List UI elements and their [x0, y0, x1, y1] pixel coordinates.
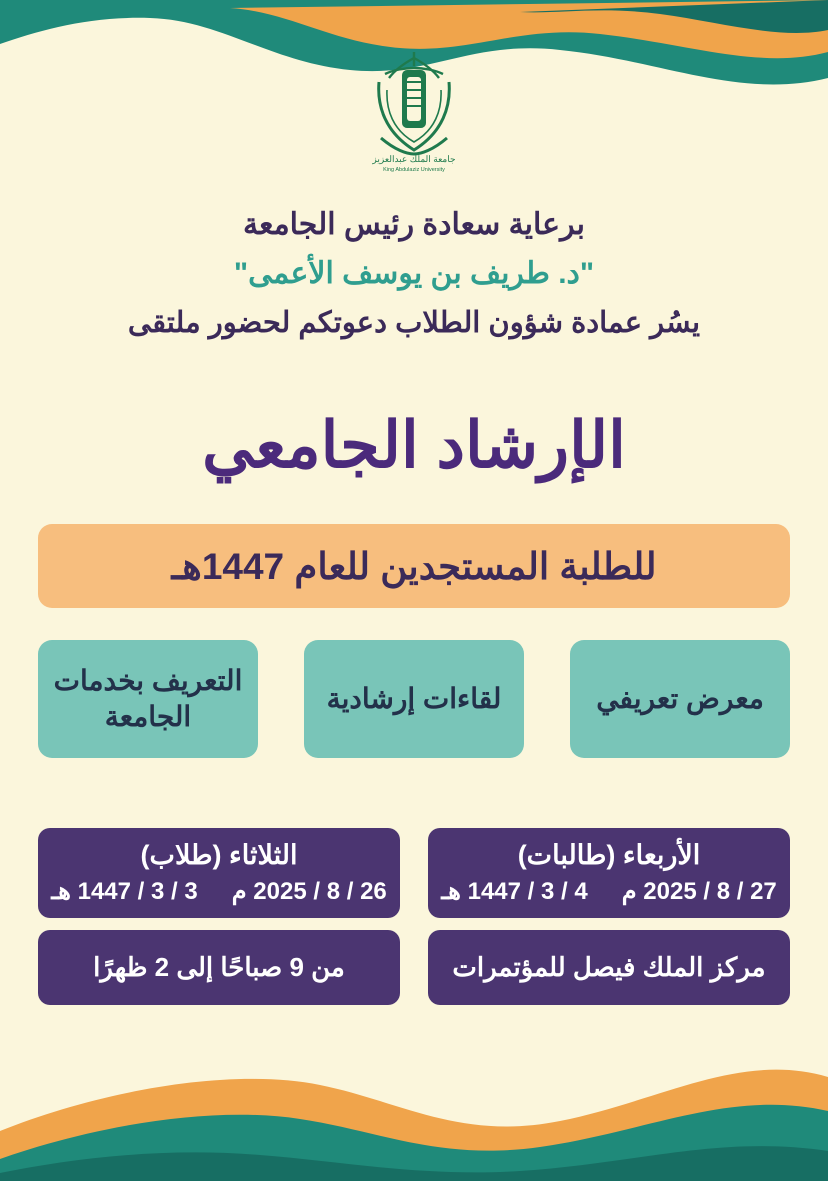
feature-card: لقاءات إرشادية: [304, 640, 524, 758]
date-card: [38, 828, 400, 918]
feature-card-row: [38, 640, 790, 758]
kau-university-crest-icon: [355, 46, 473, 174]
invite-line: يسُر عمادة شؤون الطلاب دعوتكم لحضور ملتقى: [127, 307, 701, 339]
date-day-label: الثلاثاء (طلاب): [140, 839, 298, 870]
patron-line: برعاية سعادة رئيس الجامعة: [243, 208, 585, 241]
date-gregorian: 26 / 8 / 2025 م: [231, 878, 387, 906]
header-text-block: [0, 205, 828, 343]
bottom-wave-decoration: [0, 981, 828, 1181]
audience-banner: للطلبة المستجدين للعام 1447هـ: [38, 524, 790, 608]
page-title: الإرشاد الجامعي: [202, 409, 626, 481]
university-logo: [0, 46, 828, 174]
patron-name: "د. طريف بن يوسف الأعمى": [233, 256, 595, 290]
date-hijri: 4 / 3 / 1447 هـ: [441, 878, 588, 906]
event-venue-card: مركز الملك فيصل للمؤتمرات: [428, 930, 790, 1005]
info-card-row: [38, 930, 790, 1005]
date-card: [428, 828, 790, 918]
logo-caption-ar: جامعة الملك عبدالعزيز: [372, 154, 456, 164]
feature-card: التعريف بخدمات الجامعة: [38, 640, 258, 758]
date-day-label: الأربعاء (طالبات): [517, 839, 701, 870]
date-numbers: [51, 878, 387, 907]
date-hijri: 3 / 3 / 1447 هـ: [51, 878, 198, 906]
date-gregorian: 27 / 8 / 2025 م: [621, 878, 777, 906]
feature-card: معرض تعريفي: [570, 640, 790, 758]
date-card-row: [38, 828, 790, 918]
event-time-card: من 9 صباحًا إلى 2 ظهرًا: [38, 930, 400, 1005]
date-numbers: [441, 878, 777, 907]
logo-caption-en: King Abdulaziz University: [383, 167, 445, 173]
